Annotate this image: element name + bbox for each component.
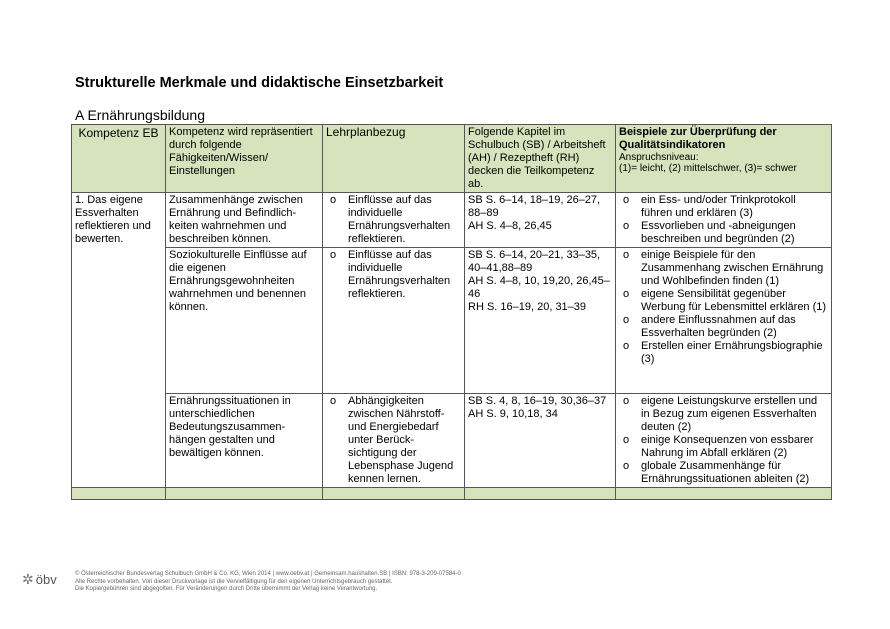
chapter-ref: SB S. 4, 8, 16–19, 30,36–37 [468, 395, 607, 407]
curriculum-cell [323, 248, 465, 394]
header-examples [616, 125, 832, 193]
chapter-ref: AH S. 9, 10,18, 34 [468, 408, 558, 420]
chapters-cell [465, 248, 616, 394]
header-examples-scale: (1)= leicht, (2) mittelschwer, (3)= schwer [619, 163, 797, 174]
example-item: o andere Einflussnahmen auf das Essverhalten begründen (2) [619, 314, 828, 340]
example-item: o einige Beispiele für den Zusammenhang zwischen Ernährung und Wohlbefinden finden (1) [619, 249, 828, 288]
ability-cell: Ernährungssituationen in unterschiedlichen Bedeutungszusammen-hängen gestalten und bewältigen können. [166, 394, 323, 488]
example-item: o globale Zusammenhänge für Ernährungssituationen ableiten (2) [619, 460, 828, 486]
table-footer-row [72, 488, 832, 500]
publisher-logo-icon: ✲ [22, 571, 34, 587]
copyright-line: Die Kopiergebühren sind abgegolten. Für Veränderungen durch Dritte übernimmt der Verlag keine Verantwortung. [75, 586, 378, 592]
copyright-line: © Österreichischer Bundesverlag Schulbuch GmbH & Co. KG, Wien 2014 | www.oebv.at | Gemeinsam.haushalten.SB | ISBN: 978-3-209-07584-0 [75, 571, 461, 577]
header-examples-title: Beispiele zur Überprüfung der Qualitätsindikatoren [619, 126, 777, 151]
publisher-logo-text: öbv [35, 572, 57, 587]
competence-cell: 1. Das eigene Essverhalten reflektieren und bewerten. [72, 193, 166, 488]
section-title: A Ernährungsbildung [75, 107, 205, 123]
table-row [72, 248, 832, 394]
example-item: o Essvorlieben und -abneigungen beschreiben und begründen (2) [619, 220, 828, 246]
header-chapters: Folgende Kapitel im Schulbuch (SB) / Arbeitsheft (AH) / Rezeptheft (RH) decken die Teilkompetenz ab. [465, 125, 616, 193]
examples-cell [616, 394, 832, 488]
competence-table [71, 124, 832, 500]
chapter-ref: AH S. 4–8, 26,45 [468, 220, 552, 232]
copyright-line: Alle Rechte vorbehalten. Von dieser Druckvorlage ist die Vervielfältigung für den eigenen Unterrichtsgebrauch gestattet. [75, 578, 393, 585]
header-competence: Kompetenz EB [72, 125, 166, 193]
curriculum-item: o Einflüsse auf das individuelle Ernährungsverhalten reflektieren. [326, 194, 461, 246]
examples-cell [616, 248, 832, 394]
ability-cell: Zusammenhänge zwischen Ernährung und Befindlich-keiten wahrnehmen und beschreiben können. [166, 193, 323, 248]
footer-cell [616, 488, 832, 500]
example-item: o einige Konsequenzen von essbarer Nahrung im Abfall erklären (2) [619, 434, 828, 460]
publisher-logo [22, 571, 57, 588]
header-curriculum: Lehrplanbezug [323, 125, 465, 193]
table-row [72, 394, 832, 488]
chapter-ref: SB S. 6–14, 20–21, 33–35, 40–41,88–89 [468, 249, 601, 274]
chapter-ref: RH S. 16–19, 20, 31–39 [468, 301, 587, 313]
footer-cell [323, 488, 465, 500]
ability-cell: Soziokulturelle Einflüsse auf die eigenen Ernährungsgewohnheiten wahrnehmen und benennen können. [166, 248, 323, 394]
example-item: o Erstellen einer Ernährungsbiographie (3) [619, 340, 828, 366]
curriculum-cell [323, 193, 465, 248]
example-item: o eigene Sensibilität gegenüber Werbung für Lebensmittel erklären (1) [619, 288, 828, 314]
curriculum-item: o Abhängigkeiten zwischen Nährstoff- und Energiebedarf unter Berück-sichtigung der Lebensphase Jugend kennen lernen. [326, 395, 461, 486]
footer-cell [166, 488, 323, 500]
chapter-ref: AH S. 4–8, 10, 19,20, 26,45–46 [468, 275, 610, 300]
examples-cell [616, 193, 832, 248]
example-item: o eigene Leistungskurve erstellen und in Bezug zum eigenen Essverhalten deuten (2) [619, 395, 828, 434]
table-row [72, 193, 832, 248]
copyright-notice [75, 571, 461, 594]
curriculum-cell [323, 394, 465, 488]
chapters-cell [465, 394, 616, 488]
header-abilities: Kompetenz wird repräsentiert durch folgende Fähigkeiten/Wissen/ Einstellungen [166, 125, 323, 193]
chapter-ref: SB S. 6–14, 18–19, 26–27, 88–89 [468, 194, 601, 219]
footer-cell [465, 488, 616, 500]
example-item: o ein Ess- und/oder Trinkprotokoll führen und erklären (3) [619, 194, 828, 220]
header-examples-level: Anspruchsniveau: [619, 152, 699, 163]
table-header-row [72, 125, 832, 193]
chapters-cell [465, 193, 616, 248]
footer-cell [72, 488, 166, 500]
document-title: Strukturelle Merkmale und didaktische Einsetzbarkeit [75, 75, 444, 91]
curriculum-item: o Einflüsse auf das individuelle Ernährungsverhalten reflektieren. [326, 249, 461, 301]
